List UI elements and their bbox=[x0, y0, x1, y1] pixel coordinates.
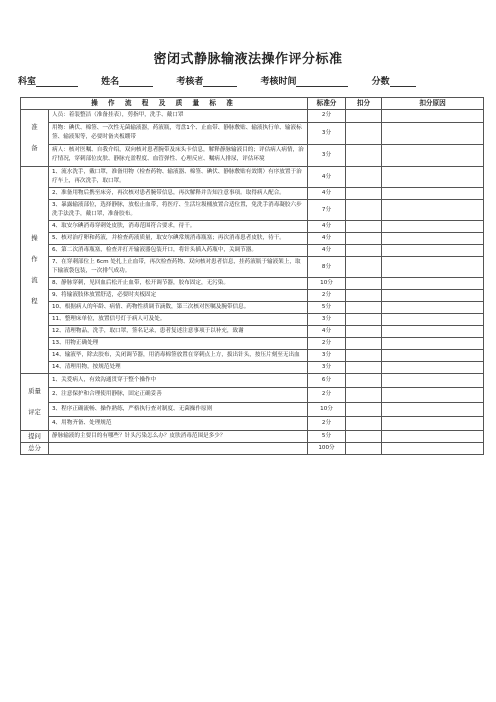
table-row bbox=[21, 257, 484, 278]
category-label: 提问 bbox=[28, 432, 41, 440]
info-line bbox=[18, 74, 488, 87]
item-text: 3、暴露输液部位，选择静脉，放松止血带，将医疗、生活垃圾桶放置合适位置，免洗手消毒凝胶六步洗手法洗手，戴口罩，准备胶布。 bbox=[49, 200, 308, 221]
deduction-reason-cell[interactable] bbox=[382, 362, 484, 374]
deduction-reason-cell[interactable] bbox=[382, 233, 484, 245]
deduction-reason-cell[interactable] bbox=[382, 278, 484, 290]
name-field: 姓名 bbox=[101, 77, 163, 87]
standard-score-cell: 4分 bbox=[308, 245, 346, 257]
deduction-reason-cell[interactable] bbox=[382, 338, 484, 350]
deduction-reason-cell[interactable] bbox=[382, 122, 484, 144]
item-text bbox=[49, 443, 308, 455]
deduction-cell[interactable] bbox=[346, 402, 382, 416]
deduction-cell[interactable] bbox=[346, 257, 382, 278]
table-row bbox=[21, 302, 484, 314]
deduction-reason-cell[interactable] bbox=[382, 221, 484, 233]
deduction-reason-cell[interactable] bbox=[382, 314, 484, 326]
standard-score-cell: 10分 bbox=[308, 402, 346, 416]
table-row bbox=[21, 233, 484, 245]
item-text: 10、根据病人的年龄、病情、药物性质调节滴数，第三次核对医嘱及腕带信息。 bbox=[49, 302, 308, 314]
deduction-reason-cell[interactable] bbox=[382, 188, 484, 200]
item-text: 12、清理物品，洗手，取口罩，签名记录，患者复述注意事项于以补充，致谢 bbox=[49, 326, 308, 338]
category-label: 流 bbox=[31, 276, 38, 284]
deduction-cell[interactable] bbox=[346, 326, 382, 338]
deduction-reason-cell[interactable] bbox=[382, 443, 484, 455]
deduction-cell[interactable] bbox=[346, 290, 382, 302]
deduction-cell[interactable] bbox=[346, 443, 382, 455]
standard-score-cell: 4分 bbox=[308, 326, 346, 338]
header-deduction: 扣分 bbox=[346, 98, 382, 110]
deduction-cell[interactable] bbox=[346, 314, 382, 326]
item-text: 2、注意保护和合理使用静脉，固定正确妥善 bbox=[49, 388, 308, 402]
deduction-cell[interactable] bbox=[346, 431, 382, 443]
deduction-cell[interactable] bbox=[346, 221, 382, 233]
standard-score-cell: 3分 bbox=[308, 350, 346, 362]
deduction-cell[interactable] bbox=[346, 362, 382, 374]
item-text: 静脉输液的主要目的有哪些？针头污染怎么办？皮肤消毒范围是多少？ bbox=[49, 431, 308, 443]
table-row bbox=[21, 431, 484, 443]
category-label: 操 bbox=[31, 234, 38, 242]
item-text: 4、取安尔碘消毒穿刺处皮肤，消毒范围符合要求，待干。 bbox=[49, 221, 308, 233]
standard-score-cell: 2分 bbox=[308, 416, 346, 430]
header-deduction-reason: 扣分原因 bbox=[382, 98, 484, 110]
deduction-cell[interactable] bbox=[346, 167, 382, 188]
score-field: 分数 bbox=[372, 77, 426, 87]
standard-score-cell: 4分 bbox=[308, 233, 346, 245]
deduction-reason-cell[interactable] bbox=[382, 144, 484, 166]
deduction-cell[interactable] bbox=[346, 416, 382, 430]
item-text: 6、第二次消毒瓶塞，检查并打开输液器包装开口，将针头插入药瓶中，关调节器。 bbox=[49, 245, 308, 257]
deduction-reason-cell[interactable] bbox=[382, 245, 484, 257]
standard-score-cell: 7分 bbox=[308, 200, 346, 221]
deduction-cell[interactable] bbox=[346, 338, 382, 350]
category-label: 作 bbox=[31, 255, 38, 263]
deduction-reason-cell[interactable] bbox=[382, 200, 484, 221]
standard-score-cell: 100分 bbox=[308, 443, 346, 455]
deduction-cell[interactable] bbox=[346, 110, 382, 123]
deduction-reason-cell[interactable] bbox=[382, 402, 484, 416]
table-row bbox=[21, 278, 484, 290]
item-text: 2、准备用物后携至床旁，再次核对患者腕带信息，再次解释并告知注意事项。取得病人配合。 bbox=[49, 188, 308, 200]
table-header-row bbox=[21, 98, 484, 110]
item-text: 3、程序正确流畅、操作熟练，严格执行查对制度、无菌操作原则 bbox=[49, 402, 308, 416]
deduction-cell[interactable] bbox=[346, 122, 382, 144]
item-text: 1、关爱病人，有效沟通贯穿于整个操作中 bbox=[49, 374, 308, 388]
standard-score-cell: 10分 bbox=[308, 278, 346, 290]
table-row bbox=[21, 326, 484, 338]
table-row bbox=[21, 350, 484, 362]
deduction-reason-cell[interactable] bbox=[382, 416, 484, 430]
standard-score-cell: 4分 bbox=[308, 167, 346, 188]
item-text: 病人：核对医嘱、自我介绍，双向核对患者腕带及床头卡信息，解释静脉输液目的；评估病人病情，治疗情况，穿刺部位皮肤、静脉充盈程度、血管弹性、心理反应、嘱病人排尿，评估环境 bbox=[49, 144, 308, 166]
table-row bbox=[21, 144, 484, 166]
deduction-reason-cell[interactable] bbox=[382, 350, 484, 362]
category-cell bbox=[21, 110, 49, 167]
page-title: 密闭式静脉输液法操作评分标准 bbox=[153, 52, 343, 67]
deduction-cell[interactable] bbox=[346, 350, 382, 362]
category-label: 准 bbox=[31, 123, 38, 131]
standard-score-cell: 2分 bbox=[308, 290, 346, 302]
standard-score-cell: 2分 bbox=[308, 388, 346, 402]
item-text: 7、在穿刺部位上 6cm 处扎上止血带，再次检查药物、双向核对患者信息，挂药液瓶于输液架上，取下输液袋包装，一次排气成功。 bbox=[49, 257, 308, 278]
category-cell bbox=[21, 167, 49, 374]
standard-score-cell: 2分 bbox=[308, 110, 346, 123]
standard-score-cell: 8分 bbox=[308, 257, 346, 278]
deduction-cell[interactable] bbox=[346, 200, 382, 221]
deduction-reason-cell[interactable] bbox=[382, 302, 484, 314]
deduction-reason-cell[interactable] bbox=[382, 388, 484, 402]
standard-score-cell: 5分 bbox=[308, 302, 346, 314]
item-text: 5、核对治疗卵和药液，并检查药液质量，取安尔碘常规消毒瓶塞；再次消毒患者皮肤，待干。 bbox=[49, 233, 308, 245]
item-text: 4、用物齐备、处理规范 bbox=[49, 416, 308, 430]
deduction-cell[interactable] bbox=[346, 144, 382, 166]
item-text: 8、静脉穿刺，见回血后松开止血带，松开调节器，胶布固定，无污染。 bbox=[49, 278, 308, 290]
deduction-cell[interactable] bbox=[346, 388, 382, 402]
category-label: 质量 bbox=[28, 387, 41, 395]
table-row bbox=[21, 122, 484, 144]
table-row bbox=[21, 402, 484, 416]
table-row bbox=[21, 245, 484, 257]
standard-score-cell: 3分 bbox=[308, 362, 346, 374]
category-label: 总分 bbox=[28, 444, 41, 452]
table-row bbox=[21, 388, 484, 402]
item-text: 11、整理床单位，放置信号灯于病人可及处。 bbox=[49, 314, 308, 326]
standard-score-cell: 2分 bbox=[308, 338, 346, 350]
deduction-reason-cell[interactable] bbox=[382, 326, 484, 338]
table-row bbox=[21, 188, 484, 200]
item-text: 9、将输液肢体放置舒适，必要时夹板固定 bbox=[49, 290, 308, 302]
item-text: 14、输液毕，除去胶布，关闭调节器，用消毒棉签放置在穿刺点上方，拔出针头，按压片刻至无出血 bbox=[49, 350, 308, 362]
category-label: 程 bbox=[31, 297, 38, 305]
deduction-reason-cell[interactable] bbox=[382, 374, 484, 388]
table-row bbox=[21, 167, 484, 188]
deduction-cell[interactable] bbox=[346, 374, 382, 388]
item-text: 13、用物正确处理 bbox=[49, 338, 308, 350]
header-standard-score: 标准分 bbox=[308, 98, 346, 110]
table-row bbox=[21, 416, 484, 430]
standard-score-cell: 6分 bbox=[308, 374, 346, 388]
table-row bbox=[21, 362, 484, 374]
time-field: 考核时间 bbox=[260, 77, 358, 87]
category-cell bbox=[21, 431, 49, 443]
scoring-table bbox=[20, 97, 484, 455]
deduction-cell[interactable] bbox=[346, 278, 382, 290]
standard-score-cell: 5分 bbox=[308, 431, 346, 443]
standard-score-cell: 3分 bbox=[308, 122, 346, 144]
table-row bbox=[21, 374, 484, 388]
category-cell bbox=[21, 443, 49, 455]
deduction-cell[interactable] bbox=[346, 245, 382, 257]
deduction-reason-cell[interactable] bbox=[382, 431, 484, 443]
item-text: 用物：碘伏、棉签、一次性无菌输液器，药液瓶，弯盘1个、止血带、静脉敷贴、输液执行单、输液标签、输液架等，必要时备夹板绷带 bbox=[49, 122, 308, 144]
table-row bbox=[21, 314, 484, 326]
deduction-cell[interactable] bbox=[346, 302, 382, 314]
item-text: 人员：着装整洁（准备挂表），剪指甲，洗手、戴口罩 bbox=[49, 110, 308, 123]
examiner-field: 考核者 bbox=[176, 77, 247, 87]
table-row bbox=[21, 290, 484, 302]
item-text: 14、清理用物，按规范处理 bbox=[49, 362, 308, 374]
standard-score-cell: 4分 bbox=[308, 221, 346, 233]
standard-score-cell: 4分 bbox=[308, 188, 346, 200]
table-row bbox=[21, 338, 484, 350]
dept-field: 科室 bbox=[18, 77, 88, 87]
category-cell bbox=[21, 374, 49, 431]
standard-score-cell: 3分 bbox=[308, 144, 346, 166]
table-row bbox=[21, 110, 484, 123]
item-text: 1、流水洗手，戴口罩，准备用物（检查药物、输液器、棉签、碘伏、静脉敷贴有效期）有序放置于治疗车上，再次洗手，取口罩。 bbox=[49, 167, 308, 188]
category-label: 备 bbox=[31, 144, 38, 152]
deduction-cell[interactable] bbox=[346, 233, 382, 245]
deduction-reason-cell[interactable] bbox=[382, 167, 484, 188]
header-procedure: 操 作 流 程 及 质 量 标 准 bbox=[21, 98, 308, 110]
table-row bbox=[21, 443, 484, 455]
category-label: 评定 bbox=[28, 408, 41, 416]
table-row bbox=[21, 221, 484, 233]
deduction-reason-cell[interactable] bbox=[382, 110, 484, 123]
table-row bbox=[21, 200, 484, 221]
deduction-reason-cell[interactable] bbox=[382, 290, 484, 302]
deduction-reason-cell[interactable] bbox=[382, 257, 484, 278]
deduction-cell[interactable] bbox=[346, 188, 382, 200]
standard-score-cell: 3分 bbox=[308, 314, 346, 326]
